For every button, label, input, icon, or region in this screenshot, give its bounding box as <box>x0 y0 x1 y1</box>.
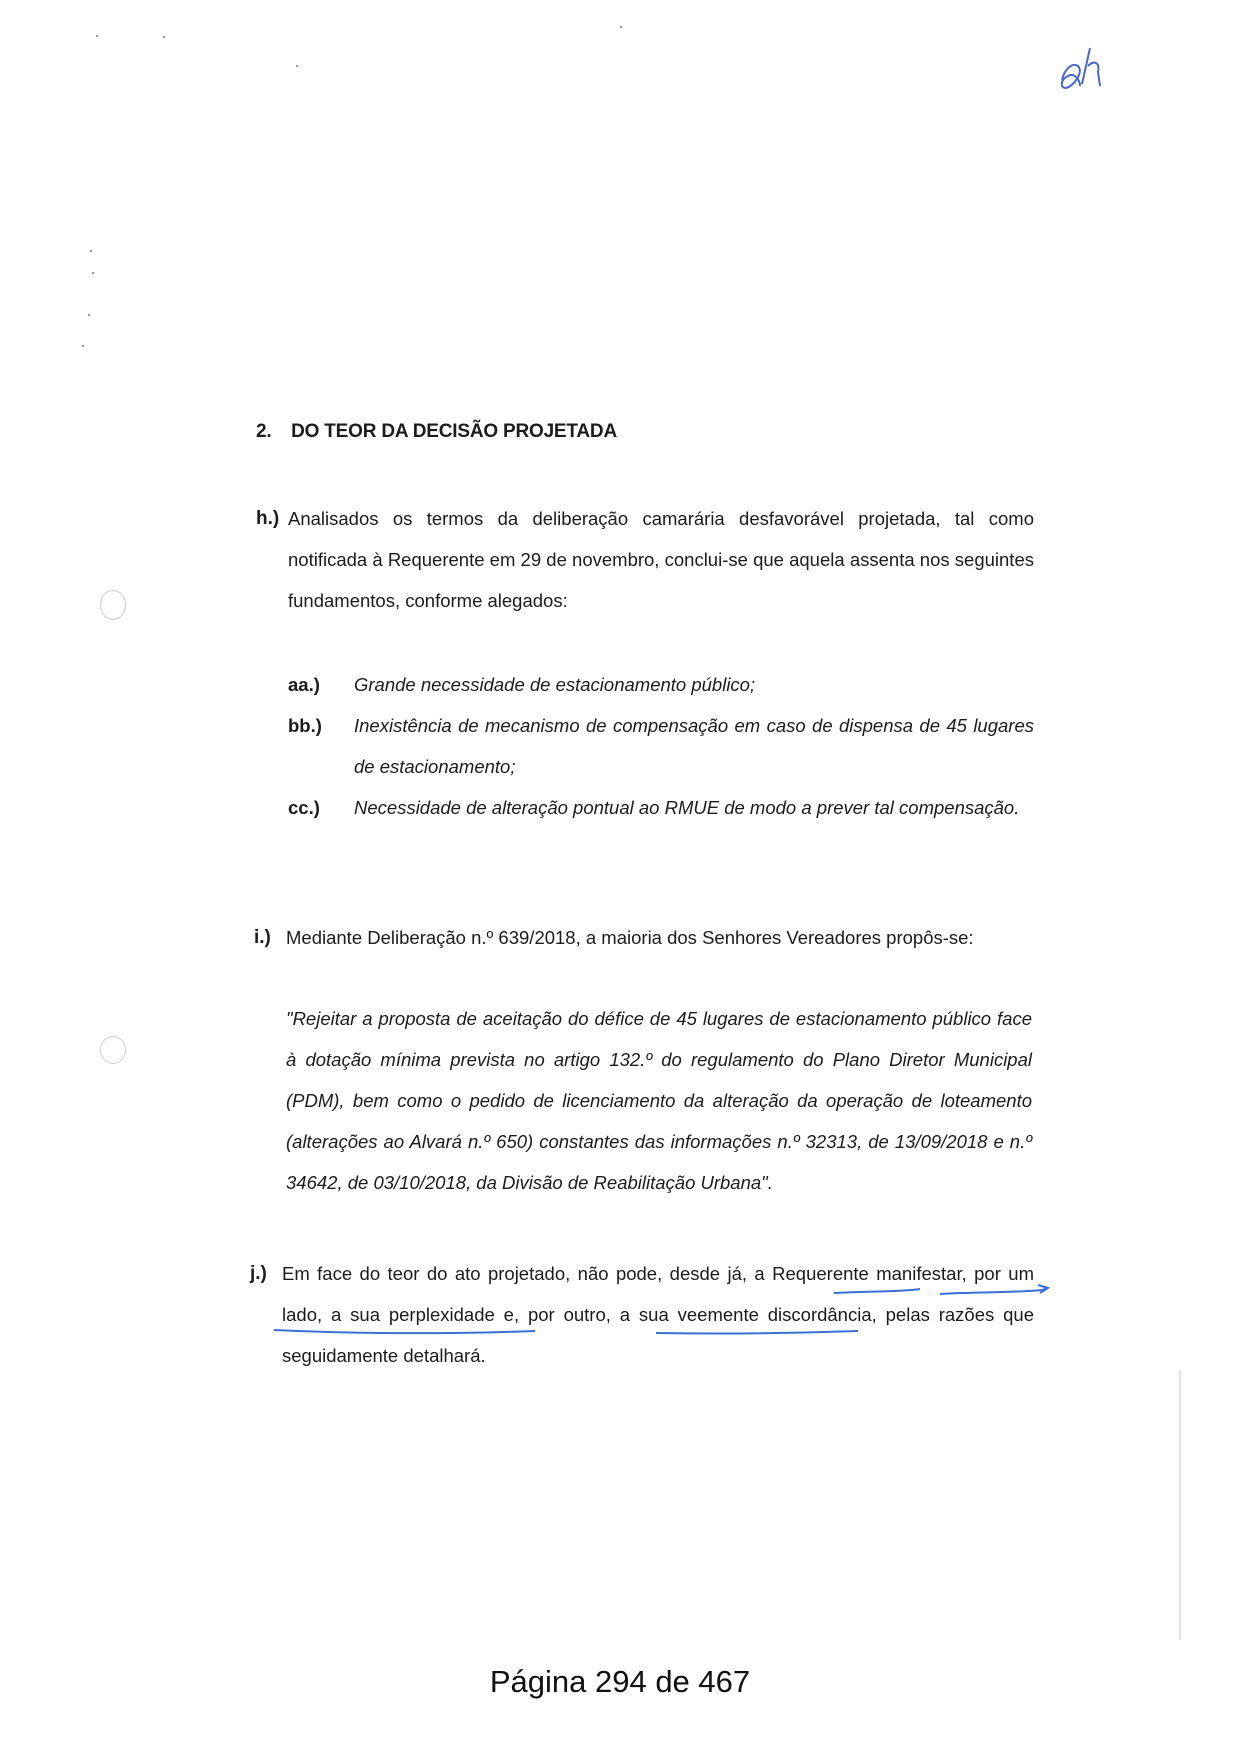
list-item-label: bb.) <box>288 715 322 736</box>
paragraph-label: h.) <box>256 508 280 529</box>
paragraph-text: Em face do teor do ato projetado, não pode, desde já, a Requerente manifestar, por um lado, a sua perplexidade e, por outro, a sua veemente discordância, pelas razões que seguidamente detalhará. <box>282 1263 1034 1366</box>
section-title: DO TEOR DA DECISÃO PROJETADA <box>291 421 617 442</box>
list-item-label: aa.) <box>288 674 320 695</box>
quote-text: "Rejeitar a proposta de aceitação do défice de 45 lugares de estacionamento público face à dotação mínima prevista no artigo 132.º do regulamento do Plano Diretor Municipal (PDM), bem como o pedido de licenciamento da alteração da operação de loteamento (alterações ao Alvará n.º 650) constantes das informações n.º 32313, de 13/09/2018 e n.º 34642, de 03/10/2018, da Divisão de Reabilitação Urbana". <box>286 1008 1032 1193</box>
list-item-text: Inexistência de mecanismo de compensação em caso de dispensa de 45 lugares de estacionamento; <box>354 715 1034 777</box>
paragraph-text: Analisados os termos da deliberação camarária desfavorável projetada, tal como notificada à Requerente em 29 de novembro, conclui-se que aquela assenta nos seguintes fundamentos, conforme alegados: <box>288 508 1034 611</box>
list-item-text: Necessidade de alteração pontual ao RMUE de modo a prever tal compensação. <box>354 797 1020 818</box>
page-number-footer: Página 294 de 467 <box>489 1664 751 1699</box>
paragraph-h <box>256 498 1034 628</box>
list-item-label: cc.) <box>288 797 320 818</box>
section-heading <box>256 421 617 443</box>
section-number: 2. <box>256 421 272 442</box>
paragraph-text: Mediante Deliberação n.º 639/2018, a maioria dos Senhores Vereadores propôs-se: <box>286 927 974 948</box>
paragraph-label: j.) <box>250 1263 267 1284</box>
list-item-text: Grande necessidade de estacionamento público; <box>354 674 756 695</box>
paragraph-label: i.) <box>254 927 271 948</box>
